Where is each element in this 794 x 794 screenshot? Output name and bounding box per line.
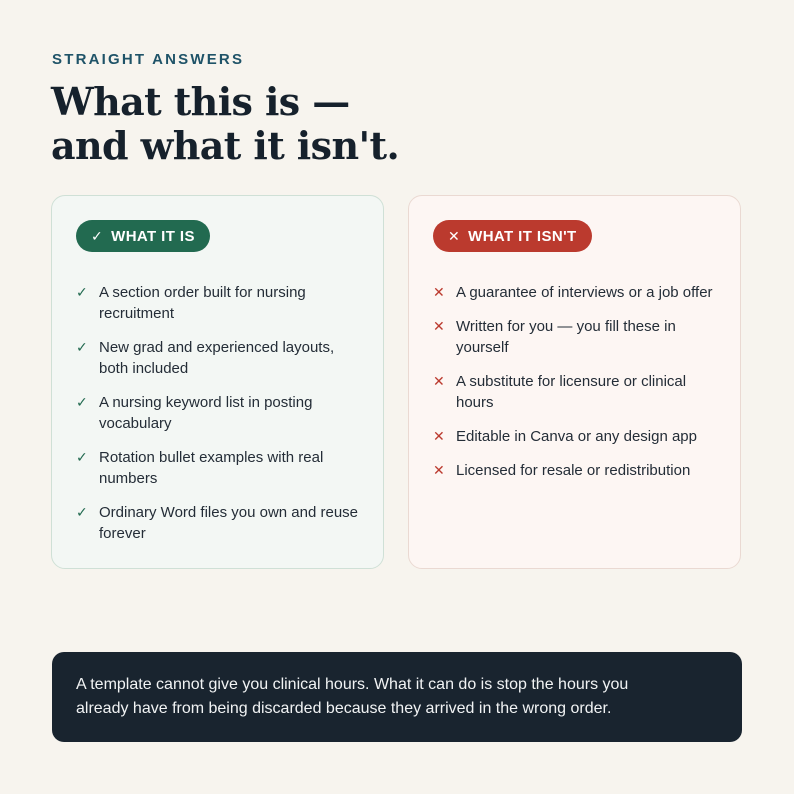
what-it-is-badge xyxy=(76,220,210,252)
what-it-is-badge-label: WHAT IT IS xyxy=(111,227,195,245)
checkmark-icon: ✓ xyxy=(76,504,88,520)
list-item-text: New grad and experienced layouts, both included xyxy=(99,339,335,377)
list-item-text: Ordinary Word files you own and reuse forever xyxy=(99,504,359,542)
summary-callout-line-2: already have from being discarded because they arrived in the wrong order. xyxy=(76,700,612,717)
list-item xyxy=(76,502,367,544)
list-item-text: A guarantee of interviews or a job offer xyxy=(456,284,713,301)
cross-icon: ✕ xyxy=(433,428,445,444)
what-it-isnt-badge-label: WHAT IT ISN'T xyxy=(468,227,577,245)
checkmark-icon: ✓ xyxy=(76,339,88,355)
cross-icon: ✕ xyxy=(433,373,445,389)
list-item xyxy=(433,316,724,358)
eyebrow-label: STRAIGHT ANSWERS xyxy=(52,51,245,68)
list-item-text: Editable in Canva or any design app xyxy=(456,428,697,445)
cross-icon: ✕ xyxy=(448,227,461,244)
list-item xyxy=(76,282,367,324)
what-it-is-card xyxy=(51,195,384,569)
list-item-text: A nursing keyword list in posting vocabulary xyxy=(99,394,313,432)
list-item-text: Rotation bullet examples with real numbers xyxy=(99,449,324,487)
what-it-isnt-badge xyxy=(433,220,592,252)
checkmark-icon: ✓ xyxy=(76,394,88,410)
list-item xyxy=(433,426,724,447)
what-it-is-list xyxy=(76,282,367,557)
page-title-line-2: and what it isn't. xyxy=(51,123,400,168)
list-item xyxy=(76,392,367,434)
cross-icon: ✕ xyxy=(433,318,445,334)
list-item xyxy=(433,371,724,413)
checkmark-icon: ✓ xyxy=(76,284,88,300)
cross-icon: ✕ xyxy=(433,462,445,478)
list-item xyxy=(76,447,367,489)
summary-callout-line-1: A template cannot give you clinical hours. What it can do is stop the hours you xyxy=(76,676,629,693)
list-item xyxy=(433,460,724,481)
page-title-line-1: What this is — xyxy=(51,79,350,124)
list-item-text: A section order built for nursing recruitment xyxy=(99,284,306,322)
summary-callout xyxy=(52,652,742,742)
list-item-text: Written for you — you fill these in yourself xyxy=(456,318,676,356)
cross-icon: ✕ xyxy=(433,284,445,300)
list-item xyxy=(433,282,724,303)
checkmark-icon: ✓ xyxy=(76,449,88,465)
list-item-text: Licensed for resale or redistribution xyxy=(456,462,691,479)
page-title xyxy=(51,80,399,168)
list-item xyxy=(76,337,367,379)
what-it-isnt-card xyxy=(408,195,741,569)
what-it-isnt-list xyxy=(433,282,724,494)
list-item-text: A substitute for licensure or clinical hours xyxy=(456,373,687,411)
checkmark-icon: ✓ xyxy=(91,227,104,244)
